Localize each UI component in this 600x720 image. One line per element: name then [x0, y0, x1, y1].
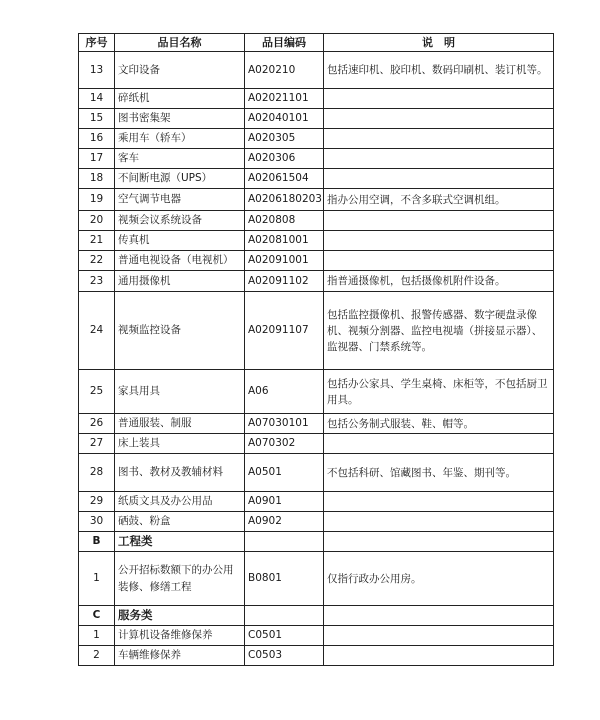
- row-number: 17: [79, 149, 115, 169]
- item-name: 视频监控设备: [115, 292, 245, 370]
- table-row: [79, 251, 554, 271]
- item-description: 包括速印机、胶印机、数码印刷机、装订机等。: [324, 52, 554, 89]
- table-body: [79, 52, 554, 666]
- header-item-code: 品目编码: [245, 34, 324, 52]
- item-description: [324, 512, 554, 532]
- item-name: 图书密集架: [115, 109, 245, 129]
- item-name: 车辆维修保养: [115, 646, 245, 666]
- item-name: 视频会议系统设备: [115, 211, 245, 231]
- item-description: [324, 492, 554, 512]
- row-number: 18: [79, 169, 115, 189]
- item-name: 计算机设备维修保养: [115, 626, 245, 646]
- row-number: B: [79, 532, 115, 552]
- item-name: 文印设备: [115, 52, 245, 89]
- header-item-name: 品目名称: [115, 34, 245, 52]
- item-description: [324, 251, 554, 271]
- item-code: A020306: [245, 149, 324, 169]
- row-number: 22: [79, 251, 115, 271]
- item-description: 指办公用空调，不含多联式空调机组。: [324, 189, 554, 211]
- row-number: 24: [79, 292, 115, 370]
- item-name: 乘用车（轿车）: [115, 129, 245, 149]
- item-name: 普通电视设备（电视机）: [115, 251, 245, 271]
- table-row: [79, 52, 554, 89]
- table-row: [79, 512, 554, 532]
- row-number: 13: [79, 52, 115, 89]
- item-name: 家具用具: [115, 370, 245, 414]
- procurement-catalog-table: [78, 33, 554, 666]
- row-number: 19: [79, 189, 115, 211]
- item-code: A070302: [245, 434, 324, 454]
- row-number: 15: [79, 109, 115, 129]
- item-description: 包括办公家具、学生桌椅、床柜等，不包括厨卫用具。: [324, 370, 554, 414]
- table-row: [79, 552, 554, 606]
- item-code: A0901: [245, 492, 324, 512]
- row-number: 27: [79, 434, 115, 454]
- row-number: C: [79, 606, 115, 626]
- row-number: 2: [79, 646, 115, 666]
- row-number: 20: [79, 211, 115, 231]
- item-code: B0801: [245, 552, 324, 606]
- header-number: 序号: [79, 34, 115, 52]
- item-code: A020210: [245, 52, 324, 89]
- item-description: [324, 211, 554, 231]
- item-description: [324, 626, 554, 646]
- table-row: [79, 414, 554, 434]
- row-number: 1: [79, 552, 115, 606]
- item-description: [324, 231, 554, 251]
- row-number: 28: [79, 454, 115, 492]
- item-description: [324, 646, 554, 666]
- item-description: [324, 434, 554, 454]
- table-row: [79, 89, 554, 109]
- table-row: [79, 109, 554, 129]
- item-code: A0206180203: [245, 189, 324, 211]
- item-code: C0501: [245, 626, 324, 646]
- item-name: 传真机: [115, 231, 245, 251]
- table-row: [79, 231, 554, 251]
- table-row: [79, 646, 554, 666]
- item-code: A020808: [245, 211, 324, 231]
- item-code: A0902: [245, 512, 324, 532]
- table-row: [79, 149, 554, 169]
- item-description: [324, 169, 554, 189]
- item-description: 指普通摄像机，包括摄像机附件设备。: [324, 271, 554, 292]
- table-row: [79, 370, 554, 414]
- header-description: 说 明: [324, 34, 554, 52]
- table-row: [79, 492, 554, 512]
- item-code: A02061504: [245, 169, 324, 189]
- row-number: 23: [79, 271, 115, 292]
- table-row: [79, 626, 554, 646]
- procurement-catalog-table-wrapper: [78, 33, 554, 666]
- item-name: 空气调节电器: [115, 189, 245, 211]
- item-name: 客车: [115, 149, 245, 169]
- item-code: A02040101: [245, 109, 324, 129]
- row-number: 30: [79, 512, 115, 532]
- item-description: 包括监控摄像机、报警传感器、数字硬盘录像机、视频分割器、监控电视墙（拼接显示器）、监视器、门禁系统等。: [324, 292, 554, 370]
- item-code: A06: [245, 370, 324, 414]
- item-name: 公开招标数额下的办公用装修、修缮工程: [115, 552, 245, 606]
- row-number: 29: [79, 492, 115, 512]
- category-row: [79, 532, 554, 552]
- row-number: 21: [79, 231, 115, 251]
- table-row: [79, 434, 554, 454]
- item-code: A02091102: [245, 271, 324, 292]
- table-row: [79, 211, 554, 231]
- item-name: 图书、教材及教辅材料: [115, 454, 245, 492]
- item-description: [324, 109, 554, 129]
- header-row: [79, 34, 554, 52]
- item-description: 包括公务制式服装、鞋、帽等。: [324, 414, 554, 434]
- item-code: A0501: [245, 454, 324, 492]
- item-name: 服务类: [115, 606, 245, 626]
- item-code: A02091107: [245, 292, 324, 370]
- item-description: [324, 89, 554, 109]
- item-code: A07030101: [245, 414, 324, 434]
- table-row: [79, 271, 554, 292]
- item-name: 通用摄像机: [115, 271, 245, 292]
- item-description: [324, 532, 554, 552]
- item-description: 仅指行政办公用房。: [324, 552, 554, 606]
- item-name: 硒鼓、粉盒: [115, 512, 245, 532]
- row-number: 16: [79, 129, 115, 149]
- table-row: [79, 189, 554, 211]
- table-row: [79, 169, 554, 189]
- item-code: A02021101: [245, 89, 324, 109]
- row-number: 26: [79, 414, 115, 434]
- item-name: 碎纸机: [115, 89, 245, 109]
- table-row: [79, 292, 554, 370]
- item-code: [245, 606, 324, 626]
- item-name: 纸质文具及办公用品: [115, 492, 245, 512]
- item-code: A02091001: [245, 251, 324, 271]
- item-description: [324, 606, 554, 626]
- item-code: A02081001: [245, 231, 324, 251]
- item-description: [324, 129, 554, 149]
- item-name: 不间断电源（UPS）: [115, 169, 245, 189]
- table-row: [79, 129, 554, 149]
- item-description: [324, 149, 554, 169]
- item-code: [245, 532, 324, 552]
- category-row: [79, 606, 554, 626]
- item-name: 工程类: [115, 532, 245, 552]
- item-name: 床上装具: [115, 434, 245, 454]
- row-number: 25: [79, 370, 115, 414]
- row-number: 1: [79, 626, 115, 646]
- item-code: A020305: [245, 129, 324, 149]
- row-number: 14: [79, 89, 115, 109]
- item-description: 不包括科研、馆藏图书、年鉴、期刊等。: [324, 454, 554, 492]
- item-code: C0503: [245, 646, 324, 666]
- table-row: [79, 454, 554, 492]
- item-name: 普通服装、制服: [115, 414, 245, 434]
